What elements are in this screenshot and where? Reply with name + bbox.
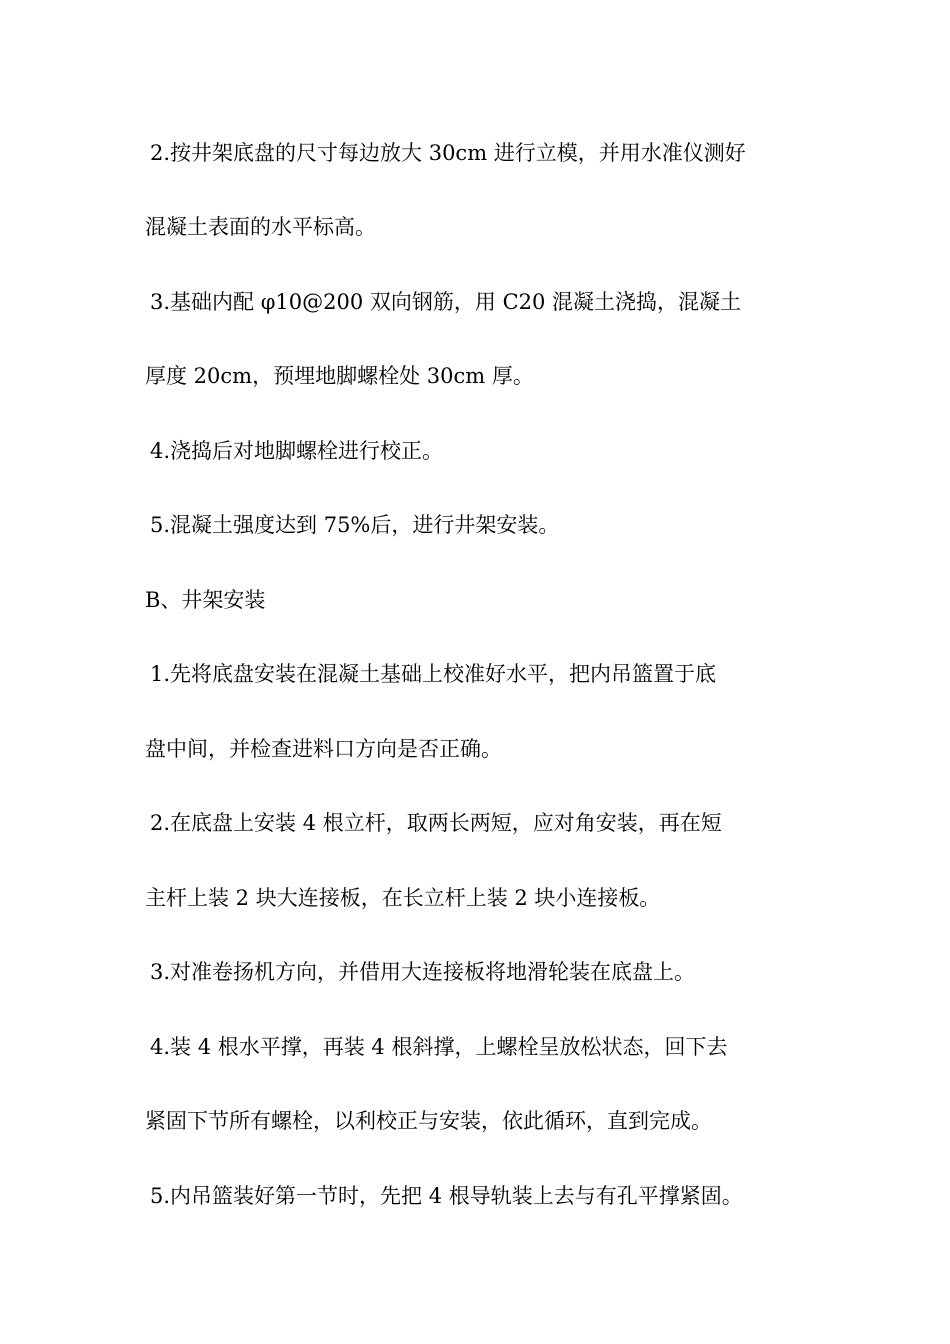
paragraph-line: 5.混凝土强度达到 75%后，进行井架安装。 <box>150 513 560 537</box>
paragraph-line: 5.内吊篮装好第一节时，先把 4 根导轨装上去与有孔平撑紧固。 <box>150 1184 743 1208</box>
paragraph-line: 4.装 4 根水平撑，再装 4 根斜撑，上螺栓呈放松状态，回下去 <box>150 1035 728 1059</box>
paragraph-line: 1.先将底盘安装在混凝土基础上校准好水平，把内吊篮置于底 <box>150 662 717 686</box>
paragraph-line: 3.对准卷扬机方向，并借用大连接板将地滑轮装在底盘上。 <box>150 960 696 984</box>
paragraph-line: 3.基础内配 φ10@200 双向钢筋，用 C20 混凝土浇捣，混凝土 <box>150 290 742 314</box>
paragraph-line: 主杆上装 2 块大连接板，在长立杆上装 2 块小连接板。 <box>145 886 661 910</box>
paragraph-line: 4.浇捣后对地脚螺栓进行校正。 <box>150 439 444 463</box>
paragraph-line: 紧固下节所有螺栓，以利校正与安装，依此循环，直到完成。 <box>145 1109 712 1133</box>
paragraph-line: 盘中间，并检查进料口方向是否正确。 <box>145 737 502 761</box>
paragraph-line: 2.在底盘上安装 4 根立杆，取两长两短，应对角安装，再在短 <box>150 811 722 835</box>
paragraph-line: 2.按井架底盘的尺寸每边放大 30cm 进行立模，并用水准仪测好 <box>150 141 746 165</box>
paragraph-line: 厚度 20cm，预埋地脚螺栓处 30cm 厚。 <box>145 364 534 388</box>
section-heading: B、井架安装 <box>145 588 266 612</box>
paragraph-line: 混凝土表面的水平标高。 <box>145 215 376 239</box>
